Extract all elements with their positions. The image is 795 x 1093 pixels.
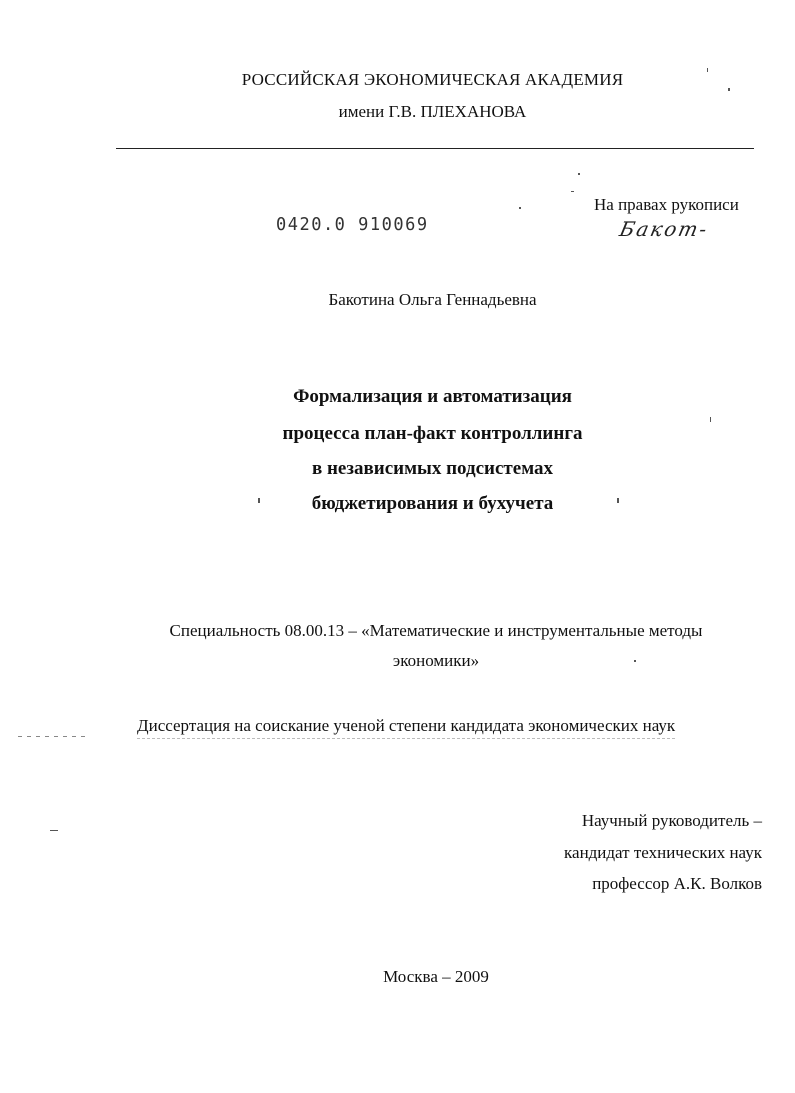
title-line: Формализация и автоматизация xyxy=(293,386,572,407)
handwritten-signature: Бакот- xyxy=(617,217,711,241)
scan-speck xyxy=(710,417,711,422)
scan-speck xyxy=(258,498,260,503)
scan-speck xyxy=(728,88,730,91)
dissertation-degree-statement: Диссертация на соискание ученой степени кандидата экономических наук xyxy=(137,716,675,739)
supervisor-name: профессор А.К. Волков xyxy=(592,874,762,893)
supervisor-label: Научный руководитель – xyxy=(581,811,762,830)
scan-speck xyxy=(634,660,636,662)
scan-speck xyxy=(571,191,574,192)
archive-number: 0420.0 910069 xyxy=(276,214,429,236)
specialty-line: экономики» xyxy=(392,651,480,670)
institution-honorific: имени Г.В. ПЛЕХАНОВА xyxy=(338,102,527,121)
scan-speck xyxy=(519,207,521,209)
manuscript-rights-label: На правах рукописи xyxy=(594,195,739,214)
supervisor-degree: кандидат технических наук xyxy=(564,843,762,862)
scan-speck xyxy=(18,736,88,737)
scan-speck xyxy=(707,68,708,72)
header-divider xyxy=(116,148,754,149)
title-line: процесса план-факт контроллинга xyxy=(282,423,583,444)
scan-speck xyxy=(617,498,619,503)
title-line: бюджетирования и бухучета xyxy=(311,493,554,514)
institution-name: РОССИЙСКАЯ ЭКОНОМИЧЕСКАЯ АКАДЕМИЯ xyxy=(241,70,624,89)
specialty-line: Специальность 08.00.13 – «Математические и инструментальные методы xyxy=(169,621,703,640)
scan-speck xyxy=(578,173,580,175)
title-line: в независимых подсистемах xyxy=(311,458,554,479)
city-year: Москва – 2009 xyxy=(383,967,489,986)
scan-speck xyxy=(50,830,58,831)
author-name: Бакотина Ольга Геннадьевна xyxy=(328,290,537,309)
